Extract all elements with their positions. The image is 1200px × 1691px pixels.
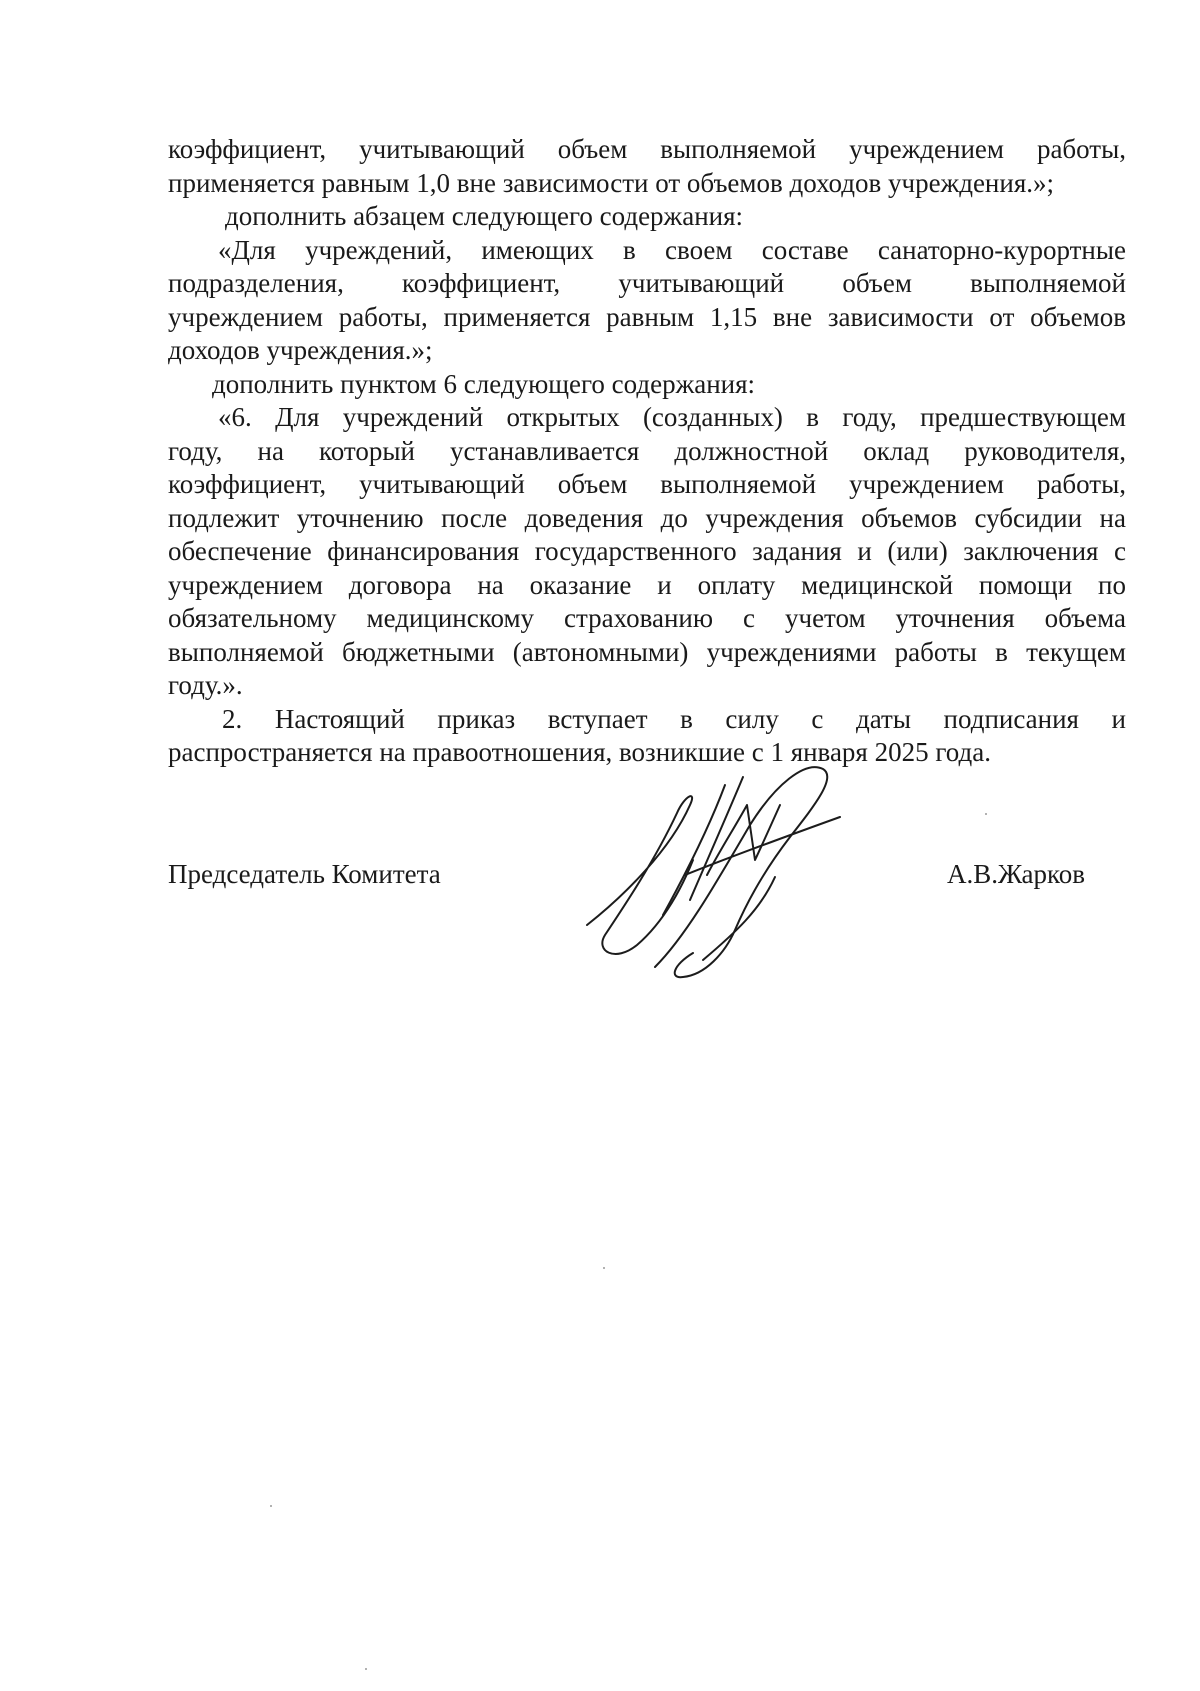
body-text [168, 133, 1126, 770]
text-line: применяется равным 1,0 вне зависимости от объемов доходов учреждения.»; [168, 167, 1055, 198]
text-line: учреждением договора на оказание и оплату медицинской помощи по [168, 569, 1126, 600]
handwritten-signature [585, 765, 875, 985]
text-line: обязательному медицинскому страхованию с учетом уточнения объема [168, 603, 1126, 633]
text-line: выполняемой бюджетными (автономными) учреждениями работы в текущем [168, 636, 1126, 667]
scan-speck [603, 1267, 605, 1269]
text-line: подразделения, коэффициент, учитывающий объем выполняемой [168, 268, 1126, 298]
text-line: коэффициент, учитывающий объем выполняемой учреждением работы, [168, 469, 1126, 499]
text-line: году, на который устанавливается должностной оклад руководителя, [168, 435, 1126, 466]
text-line: распространяется на правоотношения, возникшие с 1 января 2025 года. [168, 737, 991, 767]
text-line: «6. Для учреждений открытых (созданных) в году, предшествующем [218, 402, 1126, 432]
signatory-name: А.В.Жарков [947, 859, 1086, 889]
text-line: коэффициент, учитывающий объем выполняемой учреждением работы, [168, 134, 1126, 164]
text-line: дополнить пунктом 6 следующего содержания: [212, 368, 756, 399]
scan-speck [365, 1668, 367, 1670]
text-line: подлежит уточнению после доведения до учреждения объемов субсидии на [168, 502, 1126, 533]
text-line: учреждением работы, применяется равным 1,15 вне зависимости от объемов [168, 301, 1126, 332]
text-line: году.». [168, 670, 243, 700]
text-line: доходов учреждения.»; [168, 335, 433, 365]
text-line: обеспечение финансирования государственного задания и (или) заключения с [168, 536, 1126, 566]
scan-speck [270, 1505, 272, 1507]
text-line: «Для учреждений, имеющих в своем составе санаторно-курортные [218, 234, 1126, 265]
text-line: 2. Настоящий приказ вступает в силу с даты подписания и [222, 703, 1126, 734]
scan-speck [985, 813, 987, 815]
signatory-position: Председатель Комитета [168, 859, 441, 889]
text-line: дополнить абзацем следующего содержания: [225, 201, 744, 231]
